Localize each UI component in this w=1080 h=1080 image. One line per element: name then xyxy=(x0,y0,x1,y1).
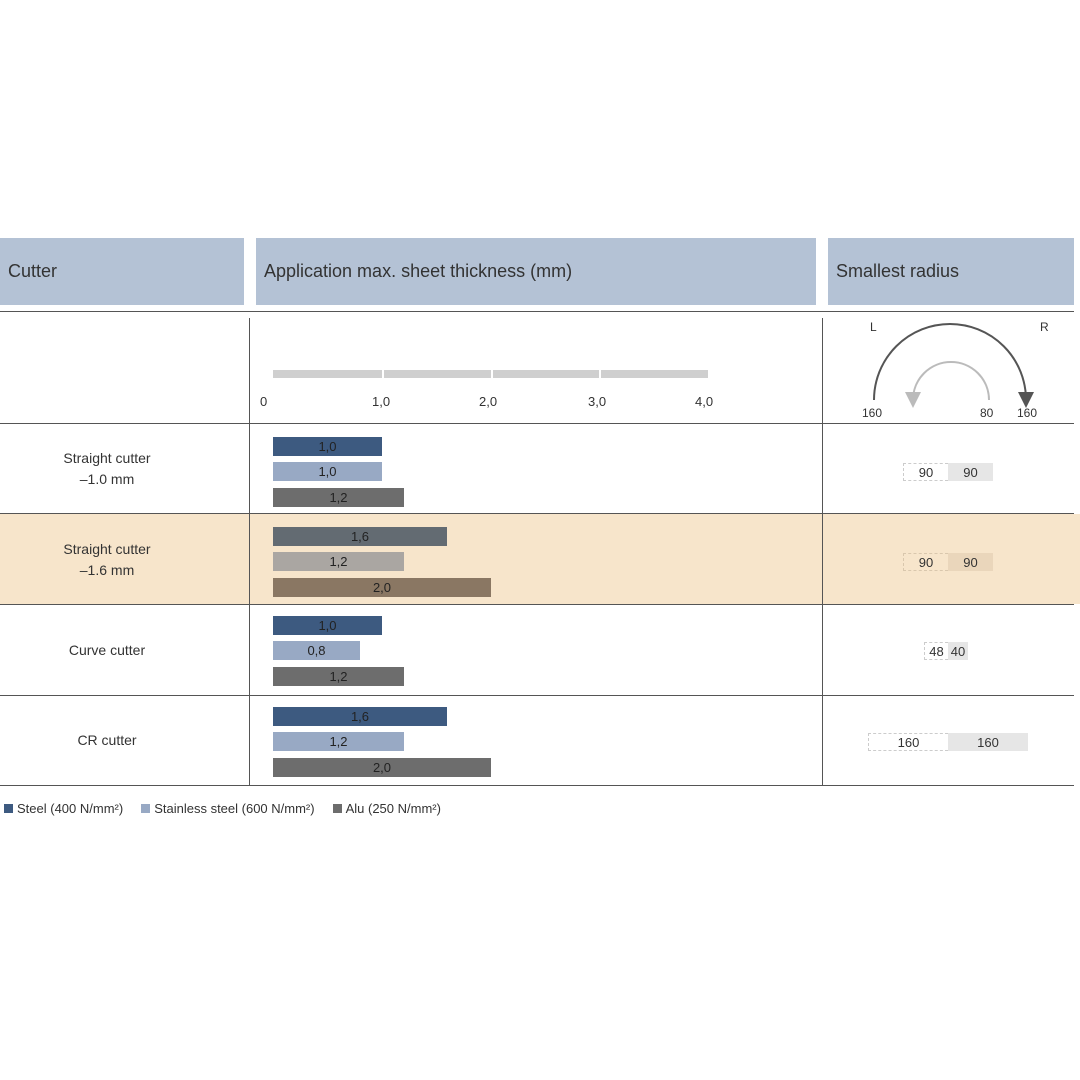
row-label-line1: CR cutter xyxy=(77,732,137,748)
rule-4 xyxy=(0,695,1074,696)
row-label xyxy=(0,539,214,581)
legend xyxy=(4,801,459,816)
rule-bottom xyxy=(0,785,1074,786)
bar-stainless: 1,2 xyxy=(273,732,404,751)
radius-right-box: 40 xyxy=(948,642,968,660)
header-application-label: Application max. sheet thickness (mm) xyxy=(264,261,573,281)
legend-label: Stainless steel (600 N/mm²) xyxy=(154,801,315,816)
radius-right-letter: R xyxy=(1040,320,1049,334)
radius-left-box: 90 xyxy=(903,553,948,571)
bar-alu: 1,2 xyxy=(273,667,404,686)
radius-left-box: 90 xyxy=(903,463,948,481)
scale-segment xyxy=(493,370,599,378)
tick-label: 1,0 xyxy=(372,394,391,409)
row-label-line2: –1.6 mm xyxy=(79,562,135,578)
col-divider-1 xyxy=(249,318,250,785)
header-cutter-label: Cutter xyxy=(8,261,58,281)
tick-label: 0 xyxy=(260,394,268,409)
legend-item xyxy=(141,801,314,816)
row-label-line1: Straight cutter xyxy=(63,541,151,557)
tick-label: 2,0 xyxy=(479,394,498,409)
radius-right-box: 160 xyxy=(948,733,1028,751)
scale-segment xyxy=(384,370,491,378)
bar-steel: 1,0 xyxy=(273,616,382,635)
rule-top xyxy=(0,311,1074,312)
tick-label: 4,0 xyxy=(695,394,714,409)
legend-label: Alu (250 N/mm²) xyxy=(345,801,441,816)
tick-label: 3,0 xyxy=(588,394,607,409)
radius-left-value: 160 xyxy=(862,406,883,420)
bar-steel: 1,6 xyxy=(273,707,447,726)
bar-stainless: 1,2 xyxy=(273,552,404,571)
header-application xyxy=(256,238,816,305)
bar-stainless: 0,8 xyxy=(273,641,360,660)
rule-2 xyxy=(0,513,1074,514)
bar-stainless: 1,0 xyxy=(273,462,382,481)
col-divider-2 xyxy=(822,318,823,785)
bar-alu: 1,2 xyxy=(273,488,404,507)
row-label-line1: Curve cutter xyxy=(68,642,146,658)
header-radius xyxy=(828,238,1074,305)
legend-swatch xyxy=(4,804,13,813)
radius-inner-value: 80 xyxy=(980,406,994,420)
scale-segment xyxy=(273,370,382,378)
legend-label: Steel (400 N/mm²) xyxy=(17,801,124,816)
bar-steel: 1,6 xyxy=(273,527,447,546)
legend-item xyxy=(4,801,123,816)
rule-1 xyxy=(0,423,1074,424)
radius-right-box: 90 xyxy=(948,553,993,571)
scale-segment xyxy=(601,370,708,378)
row-label-line1: Straight cutter xyxy=(63,450,151,466)
bar-alu: 2,0 xyxy=(273,578,491,597)
header-cutter xyxy=(0,238,244,305)
bar-steel: 1,0 xyxy=(273,437,382,456)
radius-left-box: 160 xyxy=(868,733,948,751)
radius-left-box: 48 xyxy=(924,642,948,660)
row-label-line2: –1.0 mm xyxy=(79,471,135,487)
radius-right-value: 160 xyxy=(1017,406,1038,420)
radius-right-box: 90 xyxy=(948,463,993,481)
header-radius-label: Smallest radius xyxy=(836,261,960,281)
row-label xyxy=(0,730,214,751)
legend-swatch xyxy=(333,804,342,813)
rule-3 xyxy=(0,604,1074,605)
row-label xyxy=(0,640,214,661)
row-label xyxy=(0,448,214,490)
bar-alu: 2,0 xyxy=(273,758,491,777)
radius-diagram-icon xyxy=(850,318,1060,408)
legend-swatch xyxy=(141,804,150,813)
legend-item xyxy=(333,801,441,816)
radius-left-letter: L xyxy=(870,320,877,334)
